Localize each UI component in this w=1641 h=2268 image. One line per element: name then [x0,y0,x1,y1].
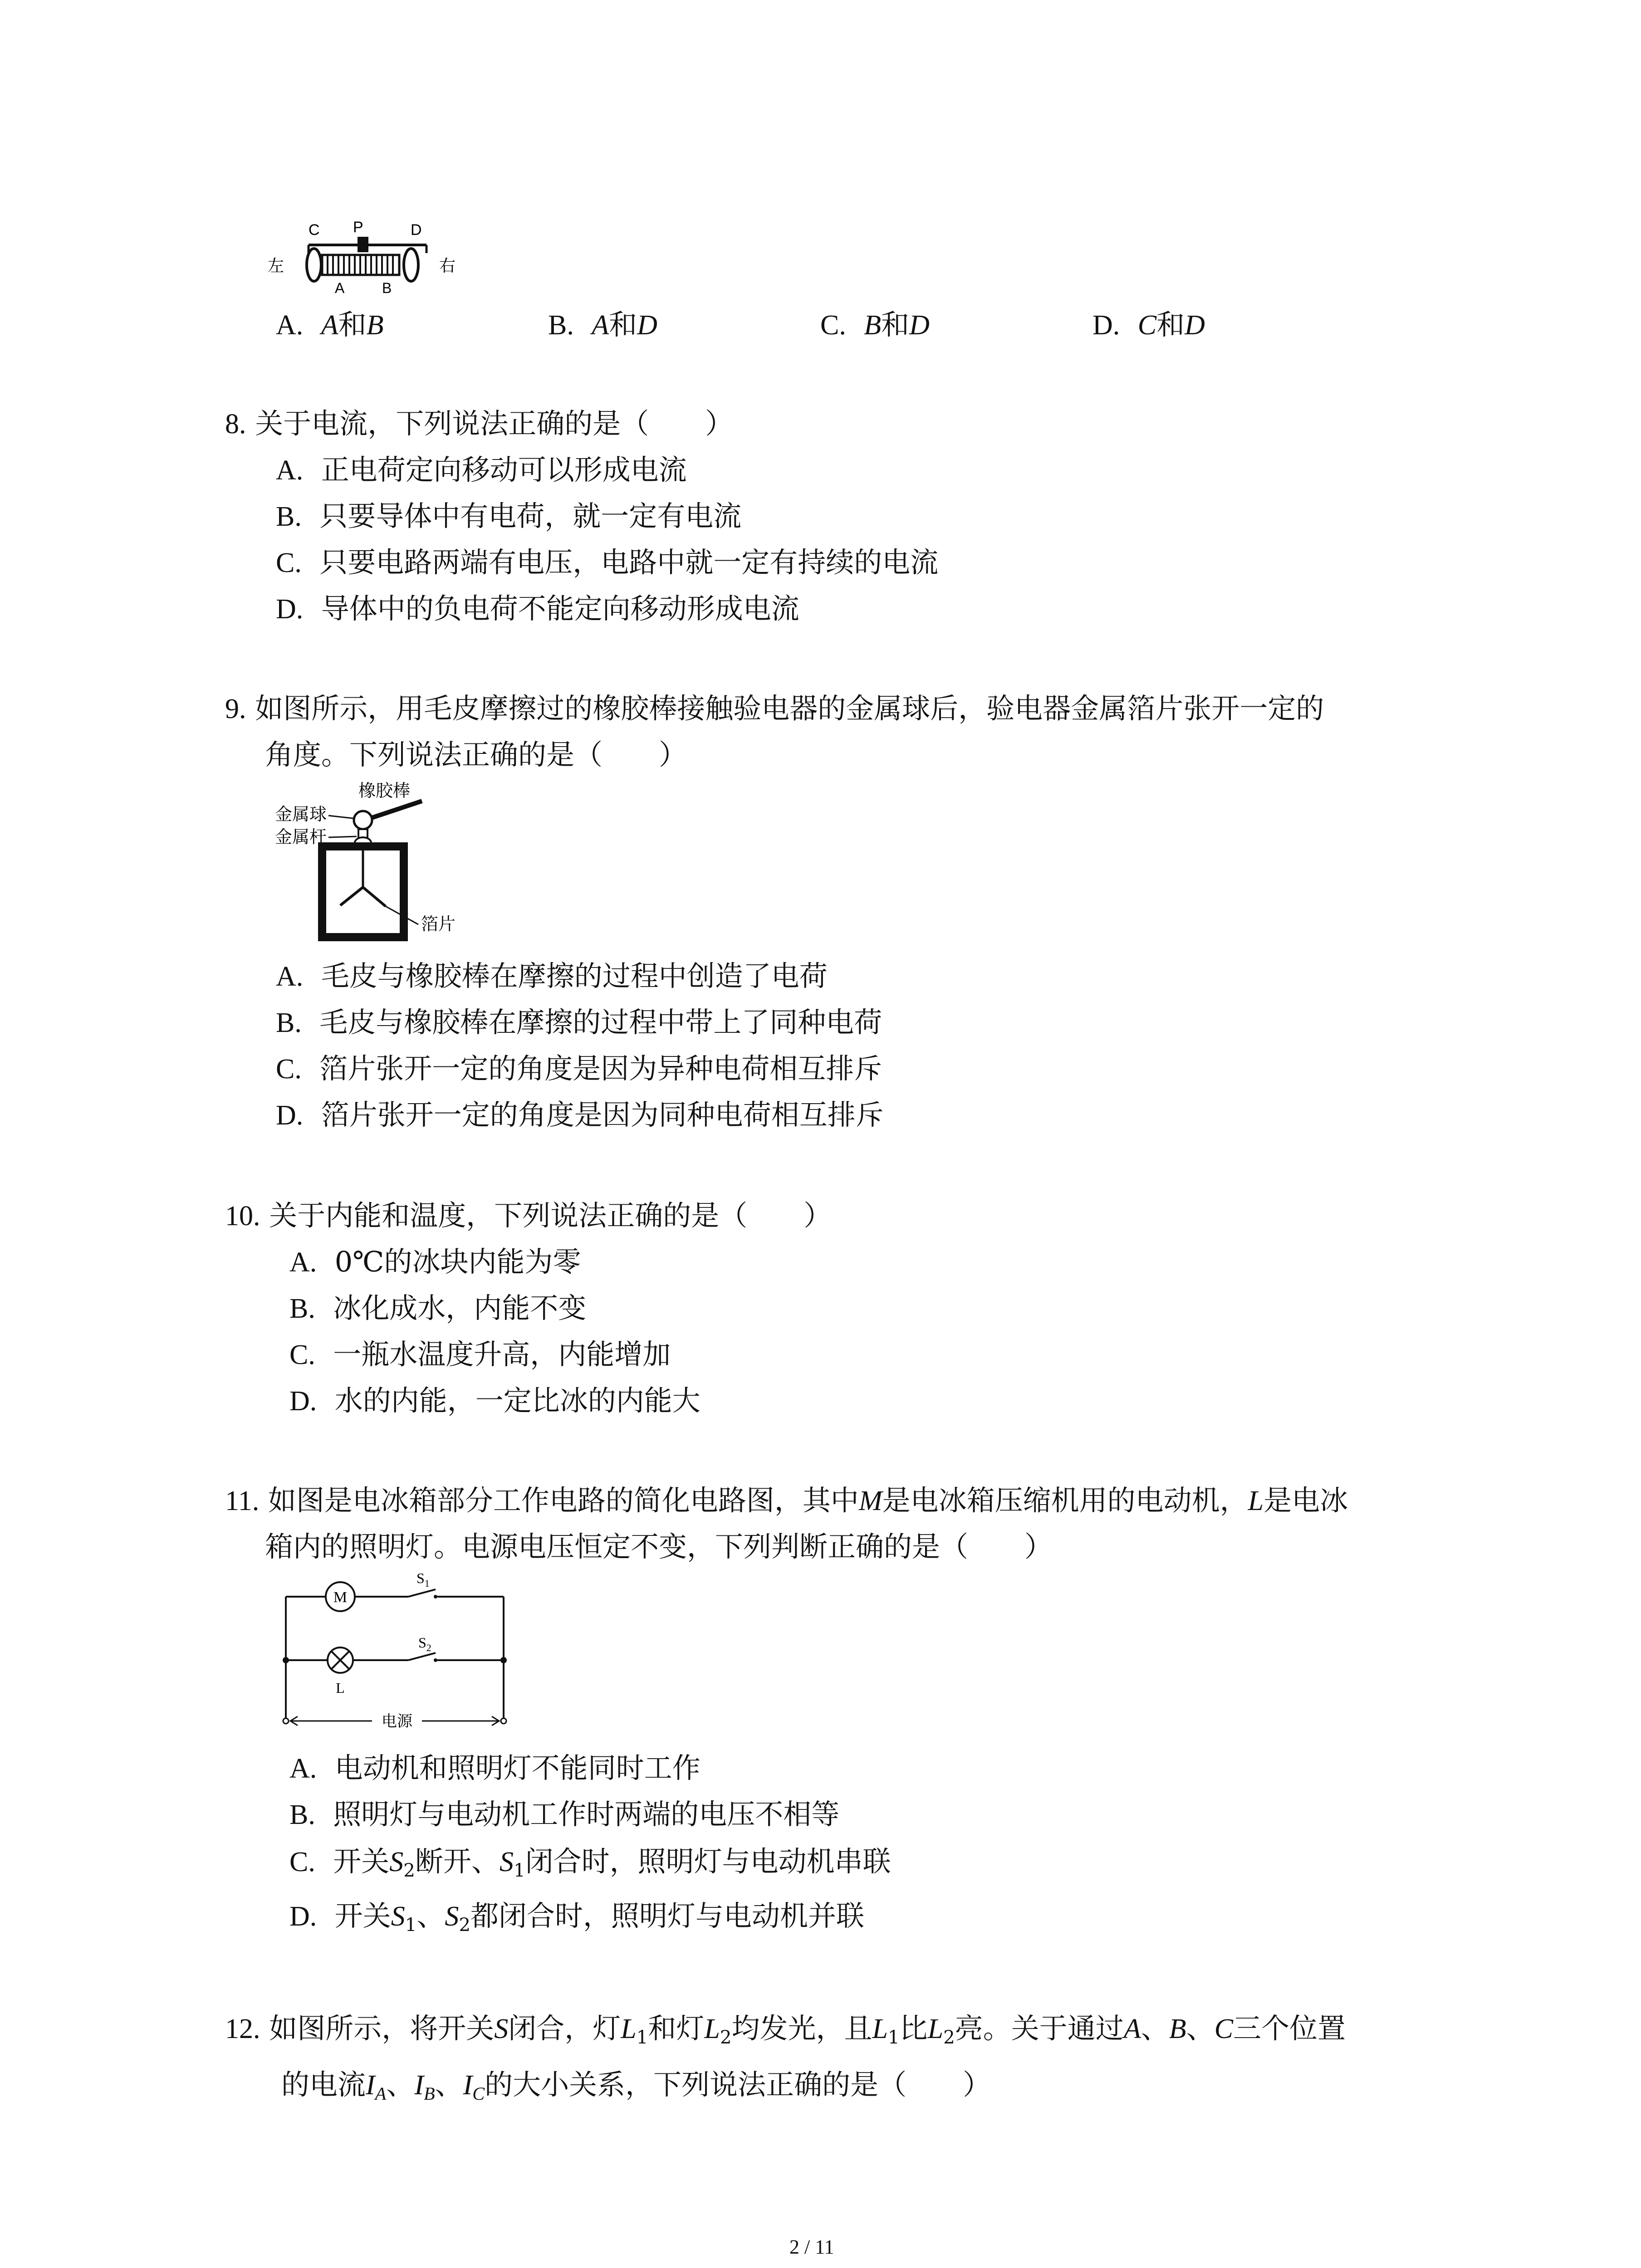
q10-stem: 10. 关于内能和温度，下列说法正确的是（ ） [225,1199,832,1232]
rheostat-right-label: 右 [439,257,456,275]
q11-option-b[interactable]: B. 照明灯与电动机工作时两端的电压不相等 [289,1798,840,1831]
rheostat-label-d: D [411,221,422,239]
rheostat-label-a: A [335,280,345,296]
q8-option-c[interactable]: C. 只要电路两端有电压，电路中就一定有持续的电流 [276,546,939,579]
rubber-rod [367,801,422,819]
q11-option-d[interactable]: D. 开关$S_1$、$S_2$都闭合时，照明灯与电动机并联 [289,1899,865,1936]
q8-stem: 8. 关于电流，下列说法正确的是（ ） [225,407,734,440]
switch-s1 [408,1589,436,1597]
fridge-circuit-figure [272,1569,526,1742]
rheostat-left-label: 左 [268,257,284,275]
q9-option-b[interactable]: B. 毛皮与橡胶棒在摩擦的过程中带上了同种电荷 [276,1006,882,1039]
q8-option-d[interactable]: D. 导体中的负电荷不能定向移动形成电流 [276,592,799,625]
q11-option-a[interactable]: A. 电动机和照明灯不能同时工作 [289,1751,700,1784]
q11-option-c[interactable]: C. 开关$S_2$断开、$S_1$闭合时，照明灯与电动机串联 [289,1845,891,1882]
q10-option-a[interactable]: A. 0℃的冰块内能为零 [289,1245,581,1278]
q7-option-c[interactable]: C. B和D [820,308,930,341]
q10-option-c[interactable]: C. 一瓶水温度升高，内能增加 [289,1338,671,1371]
foil-left [340,887,363,905]
slider-p [358,237,368,252]
rheostat-label-p: P [353,219,363,236]
rheostat-label-c: C [309,221,320,239]
s2-label: $S_2$ [418,1634,431,1653]
q9-stem-line2: 角度。下列说法正确的是（ ） [265,738,687,771]
electroscope-figure [272,778,508,951]
foil-right [363,887,386,906]
q9-option-a[interactable]: A. 毛皮与橡胶棒在摩擦的过程中创造了电荷 [276,959,828,992]
s1-label: $S_1$ [416,1570,430,1589]
right-end-cap [404,249,418,281]
q10-option-d[interactable]: D. 水的内能，一定比冰的内能大 [289,1384,700,1417]
q7-option-d[interactable]: D. C和D [1092,308,1205,341]
ball-label: 金属球 [275,804,327,824]
q9-stem-line1: 9. 如图所示，用毛皮摩擦过的橡胶棒接触验电器的金属球后，验电器金属箔片张开一定的 [225,692,1324,725]
q11-stem-line2: 箱内的照明灯。电源电压恒定不变，下列判断正确的是（ ） [265,1530,1053,1563]
q8-option-a[interactable]: A. 正电荷定向移动可以形成电流 [276,453,687,486]
motor-label: M [333,1589,348,1606]
q9-option-c[interactable]: C. 箔片张开一定的角度是因为异种电荷相互排斥 [276,1052,882,1085]
q9-option-d[interactable]: D. 箔片张开一定的角度是因为同种电荷相互排斥 [276,1098,884,1131]
rheostat-label-b: B [382,280,392,296]
switch-s2 [408,1653,436,1660]
page-number: 2 / 11 [789,2236,834,2258]
rheostat-figure [254,213,472,304]
metal-ball [354,811,372,829]
q8-option-b[interactable]: B. 只要导体中有电荷，就一定有电流 [276,499,742,533]
q7-option-a[interactable]: A. A和B [276,308,384,341]
foil-label: 箔片 [421,914,456,934]
source-label: 电源 [382,1712,412,1730]
q10-option-b[interactable]: B. 冰化成水，内能不变 [289,1291,587,1325]
q12-stem-line1: 12. 如图所示，将开关S闭合，灯$L_1$和灯$L_2$均发光，且$L_1$比$L_2$亮。关于通过A、B、C三个位置 [225,2012,1346,2048]
rod-label: 橡胶棒 [358,781,411,801]
left-end-cap [307,249,321,281]
stem-label: 金属杆 [275,827,327,847]
q11-stem-line1: 11. 如图是电冰箱部分工作电路的简化电路图，其中M是电冰箱压缩机用的电动机，L是电冰 [225,1484,1348,1517]
q12-stem-line2: 的电流$I_A$、$I_B$、$I_C$的大小关系，下列说法正确的是（ ） [281,2068,991,2104]
q7-option-b[interactable]: B. A和D [548,308,657,341]
lamp-label: L [336,1680,345,1696]
